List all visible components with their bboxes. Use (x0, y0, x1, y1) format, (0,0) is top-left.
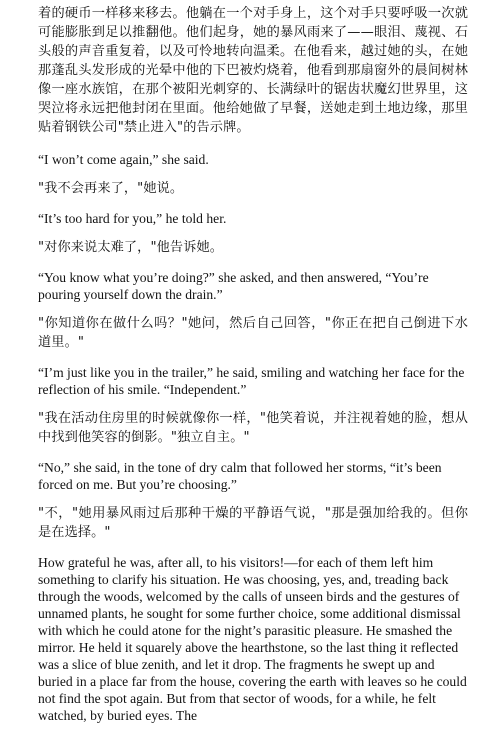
paragraph-en-3: “You know what you’re doing?” she asked, and then answered, “You’re pouring yourself down the drain.” (38, 270, 429, 302)
paragraph-zh-2: "我不会再来了，"她说。 (38, 181, 184, 196)
paragraph-zh-5: "我在活动住房里的时候就像你一样，"他笑着说，并注视着她的脸，想从中找到他笑容的倒影。"独立自主。" (38, 411, 468, 445)
paragraph-zh-4: "你知道你在做什么吗？"她问，然后自己回答，"你正在把自己倒进下水道里。" (38, 316, 468, 350)
paragraph-zh-1: 着的硬币一样移来移去。他躺在一个对手身上，这个对手只要呼吸一次就可能膨胀到足以推翻他。他们起身，她的暴风雨来了——眼泪、蔑视、石头般的声音重复着，以及可怜地转向温柔。在他看来，越过她的头，在她那蓬乱头发形成的光晕中他的下巴被灼烧着，他看到那扇窗外的晨间树林像一座水族馆，在那个被阳光刺穿的、长满绿叶的锯齿状魔幻世界里，这哭泣将永远把他封闭在里面。他给她做了早餐，送她走到土地边缘，那里贴着钢铁公司"禁止进入"的告示牌。 (38, 6, 468, 135)
paragraph-en-4: “I’m just like you in the trailer,” he said, smiling and watching her face for the reflection of his smile. “Independent.” (38, 365, 465, 397)
paragraph-zh-6: "不，"她用暴风雨过后那种干燥的平静语气说，"那是强加给我的。但你是在选择。" (38, 506, 468, 540)
paragraph-zh-3: "对你来说太难了，"他告诉她。 (38, 240, 224, 255)
paragraph-en-5: “No,” she said, in the tone of dry calm that followed her storms, “it’s been forced on me. But you’re choosing.” (38, 460, 442, 492)
document-page (38, 4, 468, 735)
paragraph-en-2: “It’s too hard for you,” he told her. (38, 211, 227, 226)
paragraph-en-6: How grateful he was, after all, to his visitors!—for each of them left him something to clarify his situation. He was choosing, yes, and, treading back through the woods, welcomed by the calls of unseen birds and the gestures of unnamed plants, he sought for some further choice, some additional dismissal with which he could atone for the night’s parasitic pleasure. He smashed the mirror. He held it squarely above the hearthstone, so the last thing it reflected was a slice of blue zenith, and let it drop. The fragments he swept up and buried in a place far from the house, covering the earth with leaves so he could not find the spot again. But from that sector of woods, for a while, he felt watched, by buried eyes. The (38, 555, 467, 723)
paragraph-en-1: “I won’t come again,” she said. (38, 152, 209, 167)
